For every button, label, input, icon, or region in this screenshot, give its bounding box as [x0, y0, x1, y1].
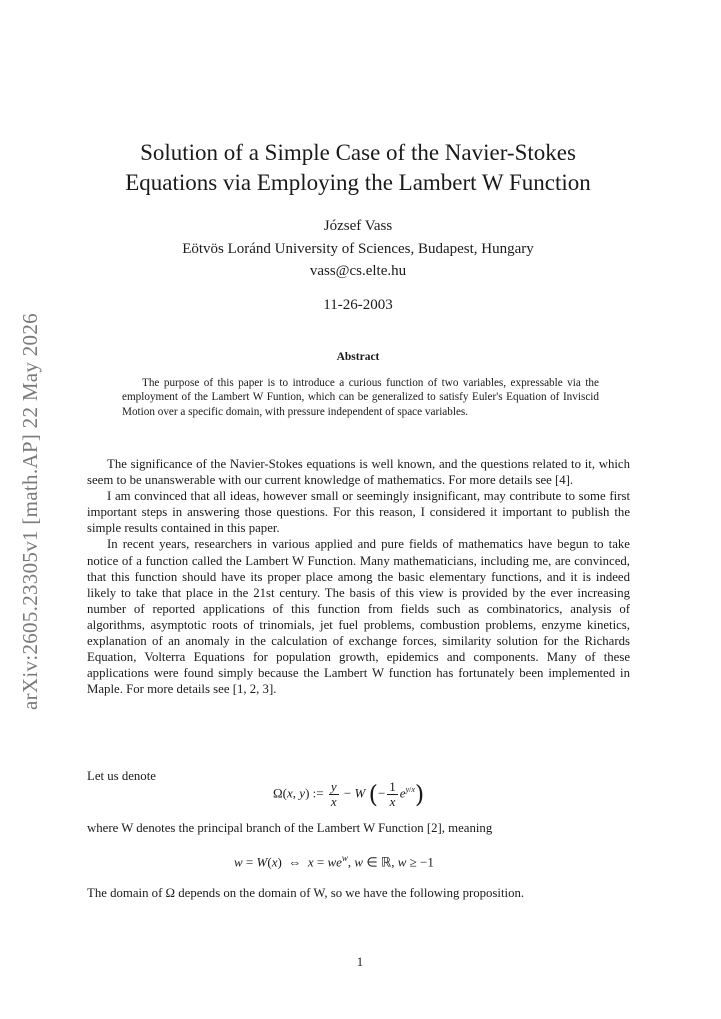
date: 11-26-2003	[323, 297, 393, 313]
title-line-2: Equations via Employing the Lambert W Function	[125, 170, 591, 195]
body-text	[87, 456, 630, 697]
domain-text: The domain of Ω depends on the domain of W, so we have the following proposition.	[87, 886, 525, 900]
affiliation: Eötvös Loránd University of Sciences, Budapest, Hungary	[182, 241, 534, 257]
email: vass@cs.elte.hu	[309, 263, 407, 279]
let-denote-text: Let us denote	[87, 769, 156, 783]
author: József Vass	[323, 218, 393, 234]
title-line-1: Solution of a Simple Case of the Navier-Stokes	[140, 140, 576, 165]
abstract-heading: Abstract	[336, 351, 380, 363]
omega-definition-equation: Ω(x, y) := $\frac{y}{x}$ − W (− $\frac{1}{x}$ $e^{y/x}$)	[273, 779, 425, 809]
arxiv-stamp: arXiv:2605.23305v1 [math.AP] 22 May 2026	[18, 313, 42, 710]
paper-title	[60, 138, 656, 198]
abstract-text: The purpose of this paper is to introduce a curious function of two variables, expressable via the employment of the Lambert W Funtion, which can be generalized to satisfy Euler's Equation of Inviscid Motion over a specific domain, with pressure independent of space variables.	[122, 377, 599, 418]
lambert-w-definition-equation: w = W(x) ⇔ $x = we^w$, w ∈ ℝ, w ≥ −1	[234, 853, 434, 870]
where-text: where W denotes the principal branch of the Lambert W Function [2], meaning	[87, 821, 493, 835]
paragraph: In recent years, researchers in various applied and pure fields of mathematics have begun to take notice of a function called the Lambert W Function. Many mathematicians, including me, are convinced, that this function should have its proper place among the basic elementary functions, and it is indeed likely to take that place in the 21st century. The basis of this view is provided by the ever increasing number of reported applications of this function from fields such as combinatorics, analysis of algorithms, asymptotic roots of trinomials, jet fuel problems, combustion problems, enzyme kinetics, explanation of an anomaly in the calculation of exchange forces, similarity solution for the Richards Equation, Volterra Equations for population growth, epidemics and components. Many of these applications were found simply because the Lambert W function has fortunately been implemented in Maple. For more details see [1, 2, 3].	[87, 537, 630, 697]
page-number: 1	[356, 955, 364, 969]
paragraph: The significance of the Navier-Stokes equations is well known, and the questions related to it, which seem to be unanswerable with our current knowledge of mathematics. For more details see [4].	[87, 457, 630, 488]
paragraph: I am convinced that all ideas, however small or seemingly insignificant, may contribute to some first important steps in answering those questions. For this reason, I considered it important to publish the simple results contained in this paper.	[87, 489, 630, 536]
